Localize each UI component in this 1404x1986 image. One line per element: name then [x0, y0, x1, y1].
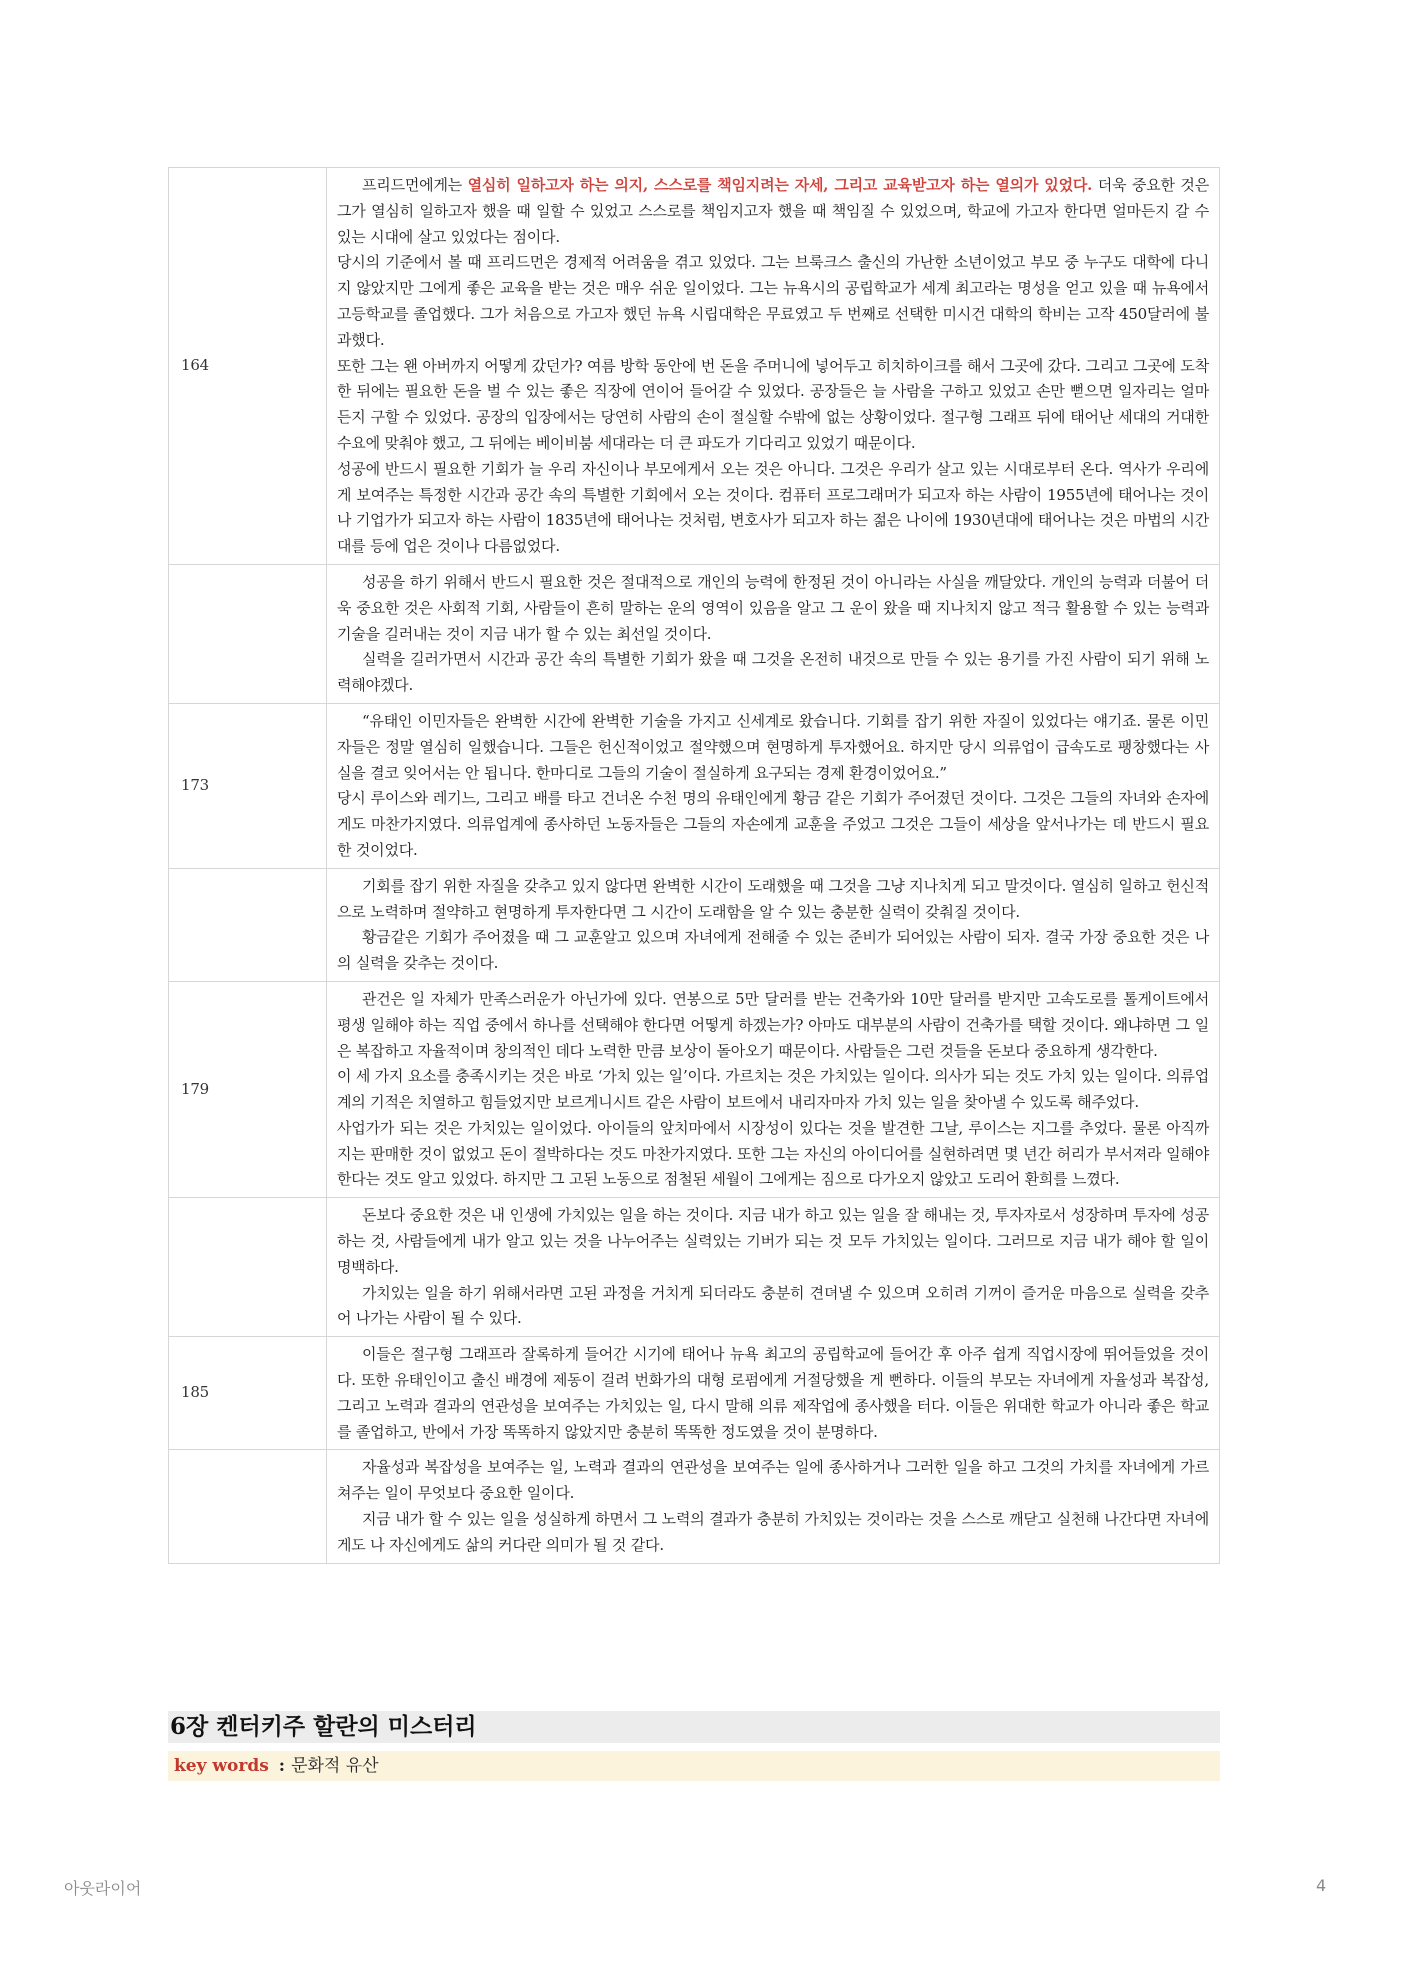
paragraph: 당시 루이스와 레기느, 그리고 배를 타고 건너온 수천 명의 유태인에게 황금 같은 기회가 주어졌던 것이다. 그것은 그들의 자녀와 손자에게도 마찬가지였다. 의류업계에 종사하던 노동자들은 그들의 자손에게 교훈을 주었고 그것은 그들이 세상을 앞서나가는 데 반드시 필요한 것이었다.	[337, 789, 1209, 859]
paragraph	[337, 173, 1209, 250]
page-reference	[169, 1450, 327, 1563]
paragraph: 이 세 가지 요소를 충족시키는 것은 바로 ‘가치 있는 일’이다. 가르치는 것은 가치있는 일이다. 의사가 되는 것도 가치 있는 일이다. 의류업계의 기적은 치열하고 힘들었지만 보르게니시트 같은 사람이 보트에서 내리자마자 가치 있는 일을 찾아낼 수 있도록 해주었다.	[337, 1067, 1209, 1112]
footer-book-title: 아웃라이어	[64, 1879, 142, 1898]
page-reference	[169, 1198, 327, 1337]
chapter-heading	[168, 1711, 1220, 1743]
reflection-row	[169, 1450, 1220, 1563]
paragraph: 가치있는 일을 하기 위해서라면 고된 과정을 거치게 되더라도 충분히 견뎌낼 수 있으며 오히려 기꺼이 즐거운 마음으로 실력을 갖추어 나가는 사람이 될 수 있다.	[337, 1283, 1209, 1328]
paragraph: 이들은 절구형 그래프라 잘록하게 들어간 시기에 태어나 뉴욕 최고의 공립학교에 들어간 후 아주 쉽게 직업시장에 뛰어들었을 것이다. 또한 유태인이고 출신 배경에 제동이 걸려 번화가의 대형 로펌에게 거절당했을 게 뻔하다. 이들의 부모는 자녀에게 자율성과 복잡성, 그리고 노력과 결과의 연관성을 보여주는 가치있는 일, 다시 말해 의류 제작업에 종사했을 터다. 이들은 위대한 학교가 아니라 좋은 학교를 졸업하고, 반에서 가장 똑똑하지 않았지만 충분히 똑똑한 정도였을 것이 분명하다.	[337, 1345, 1209, 1441]
paragraph: 또한 그는 왠 아버까지 어떻게 갔던가? 여름 방학 동안에 번 돈을 주머니에 넣어두고 히치하이크를 해서 그곳에 갔다. 그리고 그곳에 도착한 뒤에는 필요한 돈을 벌 수 있는 좋은 직장에 연이어 들어갈 수 있었다. 공장들은 늘 사람을 구하고 있었고 손만 뻗으면 일자리는 얼마든지 구할 수 있었다. 공장의 입장에서는 당연히 사람의 손이 절실할 수밖에 없는 상황이었다. 절구형 그래프 뒤에 태어난 세대의 거대한 수요에 맞춰야 했고, 그 뒤에는 베이비붐 세대라는 더 큰 파도가 기다리고 있었기 때문이다.	[337, 356, 1209, 452]
reading-notes-table	[168, 167, 1220, 1564]
keywords-bar	[168, 1751, 1220, 1781]
reflection-text	[327, 868, 1220, 981]
highlighted-sentence: 열심히 일하고자 하는 의지, 스스로를 책임지려는 자세, 그리고 교육받고자 하는 열의가 있었다.	[467, 176, 1093, 194]
paragraph: 기회를 잡기 위한 자질을 갖추고 있지 않다면 완벽한 시간이 도래했을 때 그것을 그냥 지나치게 되고 말것이다. 열심히 일하고 헌신적으로 노력하며 절약하고 현명하게 투자한다면 그 시간이 도래함을 알 수 있는 충분한 실력이 갖춰질 것이다.	[337, 876, 1209, 921]
footer-page-number: 4	[1316, 1876, 1327, 1895]
paragraph: 관건은 일 자체가 만족스러운가 아닌가에 있다. 연봉으로 5만 달러를 받는 건축가와 10만 달러를 받지만 고속도로를 톨게이트에서 평생 일해야 하는 직업 중에서 하나를 선택해야 한다면 어떻게 하겠는가? 아마도 대부분의 사람이 건축가를 택할 것이다. 왜냐하면 그 일은 복잡하고 자율적이며 창의적인 데다 노력한 만큼 보상이 돌아오기 때문이다. 사람들은 그런 것들을 돈보다 중요하게 생각한다.	[337, 989, 1209, 1060]
paragraph-text: 더욱 중요한 것은 그가 열심히 일하고자 했을 때 일할 수 있었고 스스로를 책임지고자 했을 때 책임질 수 있었으며, 학교에 가고자 한다면 얼마든지 갈 수 있는 시대에 살고 있었다는 점이다.	[337, 176, 1209, 246]
quote-row	[169, 703, 1220, 868]
paragraph: 황금같은 기회가 주어졌을 때 그 교훈알고 있으며 자녀에게 전해줄 수 있는 준비가 되어있는 사람이 되자. 결국 가장 중요한 것은 나의 실력을 갖추는 것이다.	[337, 928, 1209, 973]
reflection-text	[327, 1450, 1220, 1563]
reflection-text	[327, 564, 1220, 703]
quote-row	[169, 1337, 1220, 1450]
reflection-row	[169, 564, 1220, 703]
keywords-separator: :	[278, 1756, 286, 1776]
paragraph: 성공을 하기 위해서 반드시 필요한 것은 절대적으로 개인의 능력에 한정된 것이 아니라는 사실을 깨달았다. 개인의 능력과 더불어 더욱 중요한 것은 사회적 기회, 사람들이 흔히 말하는 운의 영역이 있음을 알고 그 운이 왔을 때 지나치지 않고 적극 활용할 수 있는 능력과 기술을 길러내는 것이 지금 내가 할 수 있는 최선일 것이다.	[337, 572, 1209, 643]
paragraph: 성공에 반드시 필요한 기회가 늘 우리 자신이나 부모에게서 오는 것은 아니다. 그것은 우리가 살고 있는 시대로부터 온다. 역사가 우리에게 보여주는 특정한 시간과 공간 속의 특별한 기회에서 오는 것이다. 컴퓨터 프로그래머가 되고자 하는 사람이 1955년에 태어나는 것이나 기업가가 되고자 하는 사람이 1835년에 태어나는 것처럼, 변호사가 되고자 하는 젊은 나이에 1930년대에 태어나는 것은 마법의 시간대를 등에 업은 것이나 다름없었다.	[337, 459, 1209, 556]
reflection-row	[169, 868, 1220, 981]
quote-row	[169, 981, 1220, 1197]
chapter-title: 6장 켄터키주 할란의 미스터리	[170, 1713, 477, 1740]
quote-row	[169, 168, 1220, 565]
page-reference	[169, 868, 327, 981]
paragraph: 지금 내가 할 수 있는 일을 성실하게 하면서 그 노력의 결과가 충분히 가치있는 것이라는 것을 스스로 깨닫고 실천해 나간다면 자녀에게도 나 자신에게도 삶의 커다란 의미가 될 것 같다.	[337, 1510, 1209, 1554]
page-reference: 185	[169, 1337, 327, 1450]
paragraph: 당시의 기준에서 볼 때 프리드먼은 경제적 어려움을 겪고 있었다. 그는 브룩크스 출신의 가난한 소년이었고 부모 중 누구도 대학에 다니지 않았지만 그에게 좋은 교육을 받는 것은 매우 쉬운 일이었다. 그는 뉴욕시의 공립학교가 세계 최고라는 명성을 얻고 있을 때 뉴욕에서 고등학교를 졸업했다. 그가 처음으로 가고자 했던 뉴욕 시립대학은 무료였고 두 번째로 선택한 미시건 대학의 학비는 고작 450달러에 불과했다.	[337, 253, 1209, 349]
quote-text	[327, 703, 1220, 868]
reflection-row	[169, 1198, 1220, 1337]
paragraph-text: 프리드먼에게는	[362, 176, 468, 194]
paragraph: 실력을 길러가면서 시간과 공간 속의 특별한 기회가 왔을 때 그것을 온전히 내것으로 만들 수 있는 용기를 가진 사람이 되기 위해 노력해야겠다.	[337, 650, 1209, 695]
quote-text	[327, 981, 1220, 1197]
reading-notes-body	[169, 168, 1220, 1564]
page-reference: 173	[169, 703, 327, 868]
paragraph: “유태인 이민자들은 완벽한 시간에 완벽한 기술을 가지고 신세계로 왔습니다. 기회를 잡기 위한 자질이 있었다는 얘기죠. 물론 이민자들은 정말 열심히 일했습니다. 그들은 헌신적이었고 절약했으며 현명하게 투자했어요. 하지만 당시 의류업이 급속도로 팽창했다는 사실을 결코 잊어서는 안 됩니다. 한마디로 그들의 기술이 절실하게 요구되는 경제 환경이었어요.”	[337, 711, 1209, 782]
reflection-text	[327, 1198, 1220, 1337]
page-reference	[169, 564, 327, 703]
keywords-label: key words	[174, 1756, 269, 1776]
page-reference: 179	[169, 981, 327, 1197]
page-reference: 164	[169, 168, 327, 565]
paragraph: 돈보다 중요한 것은 내 인생에 가치있는 일을 하는 것이다. 지금 내가 하고 있는 일을 잘 해내는 것, 투자자로서 성장하며 투자에 성공하는 것, 사람들에게 내가 알고 있는 것을 나누어주는 실력있는 기버가 되는 것 모두 가치있는 일이다. 그러므로 지금 내가 해야 할 일이 명백하다.	[337, 1206, 1209, 1276]
quote-text	[327, 168, 1220, 565]
quote-text	[327, 1337, 1220, 1450]
paragraph: 자율성과 복잡성을 보여주는 일, 노력과 결과의 연관성을 보여주는 일에 종사하거나 그러한 일을 하고 그것의 가치를 자녀에게 가르쳐주는 일이 무엇보다 중요한 일이다.	[337, 1458, 1209, 1503]
paragraph: 사업가가 되는 것은 가치있는 일이었다. 아이들의 앞치마에서 시장성이 있다는 것을 발견한 그날, 루이스는 지그를 추었다. 물론 아직까지는 판매한 것이 없었고 돈이 절박하다는 것도 마찬가지였다. 또한 그는 자신의 아이디어를 실현하려면 몇 년간 허리가 부서져라 일해야 한다는 것도 알고 있었다. 하지만 그 고된 노동으로 점철된 세월이 그에게는 짐으로 다가오지 않았고 도리어 환희를 느꼈다.	[337, 1118, 1209, 1189]
keywords-value: 문화적 유산	[291, 1756, 379, 1776]
